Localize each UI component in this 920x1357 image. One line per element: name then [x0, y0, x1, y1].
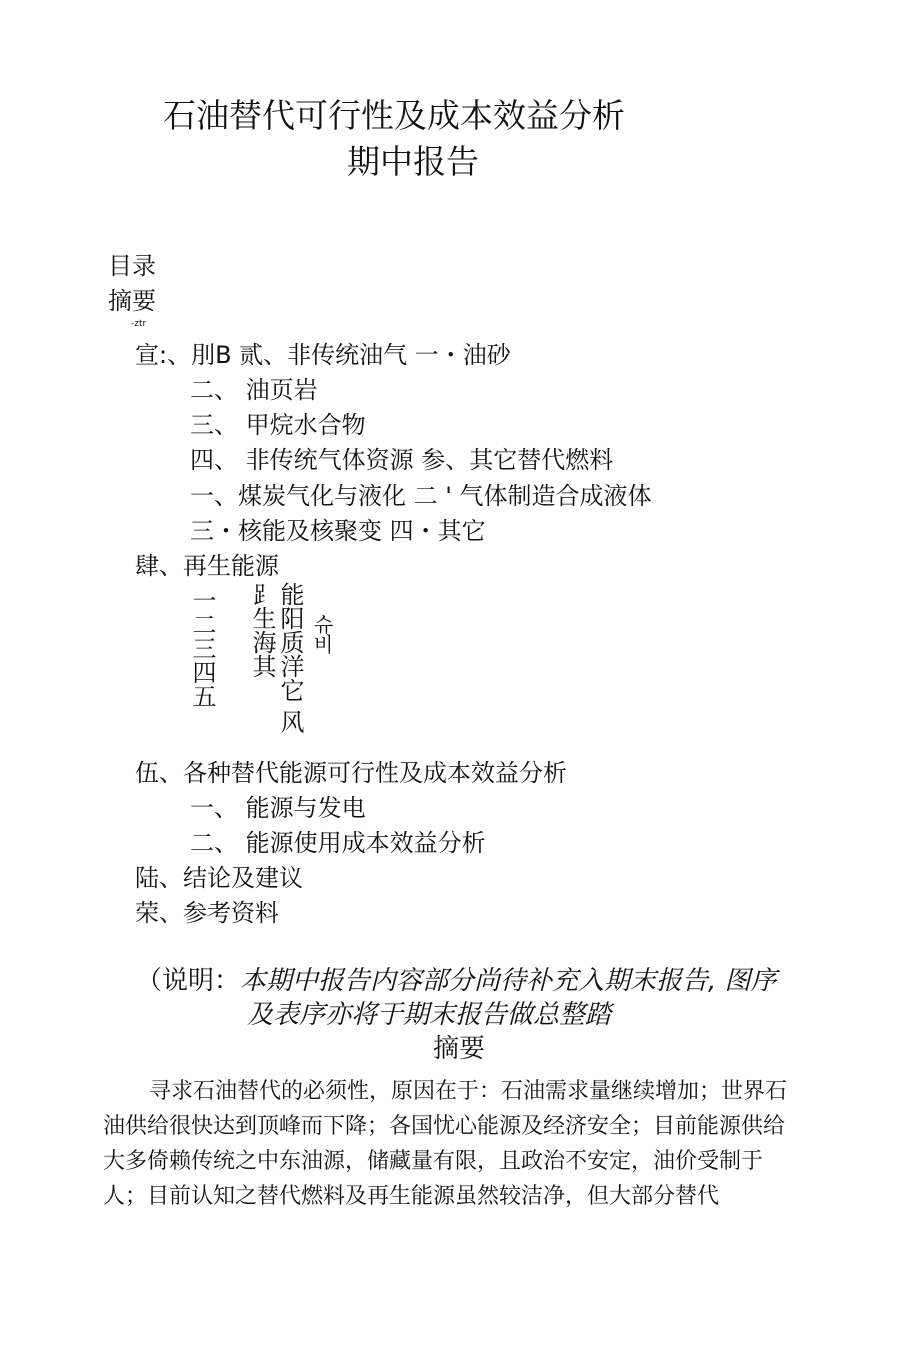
toc-item: 肆、再生能源	[135, 552, 279, 580]
note-line-2: 及表序亦将于期末报告做总整踏	[247, 1000, 612, 1030]
toc-heading: 目录	[108, 252, 156, 280]
vertical-text-col: 슈비	[310, 614, 334, 654]
toc-item: 荣、参考资料	[135, 899, 279, 927]
toc-item: 宣:、刖B 贰、非传统油气 一・油砂	[135, 341, 511, 369]
vertical-text-col: ⻊生海其	[248, 582, 276, 678]
toc-item: 陆、结论及建议	[135, 864, 303, 892]
abstract-heading: 摘要	[433, 1034, 486, 1064]
toc-item: 三・核能及核聚变 四・其它	[190, 517, 486, 545]
toc-abstract: 摘要	[108, 287, 156, 315]
note-line-1	[136, 960, 777, 997]
stray-mark: -ztr	[131, 319, 147, 329]
vertical-text-col: 一二三四五	[188, 588, 216, 708]
abstract-paragraph: 寻求石油替代的必须性，原因在于：石油需求量继续增加；世界石油供给很快达到顶峰而下降；各国忧心能源及经济安全；目前能源供给大多倚赖传统之中东油源，储藏量有限，且政治不安定，油价受制于人；目前认知之替代燃料及再生能源虽然较洁净，但大部分替代	[103, 1079, 788, 1209]
note-italic-text: 本期中报告内容部分尚待补充入期末报告, 图序	[240, 966, 777, 996]
document-title: 石油替代可行性及成本效益分析	[163, 96, 625, 135]
toc-item: 一、 能源与发电	[190, 794, 366, 822]
vertical-text-col: 能阳质洋它 风	[276, 582, 304, 734]
toc-item: 二、 能源使用成本效益分析	[190, 829, 486, 857]
note-prefix: （说明：	[136, 966, 241, 996]
toc-item: 二、 油页岩	[190, 376, 318, 404]
toc-item: 一、煤炭气化与液化 二 ' 气体制造合成液体	[190, 482, 652, 510]
toc-item: 伍、各种替代能源可行性及成本效益分析	[135, 759, 567, 787]
toc-item: 四、 非传统气体资源 参、其它替代燃料	[190, 446, 614, 474]
toc-item: 三、 甲烷水合物	[190, 411, 366, 439]
document-subtitle: 期中报告	[347, 142, 479, 181]
